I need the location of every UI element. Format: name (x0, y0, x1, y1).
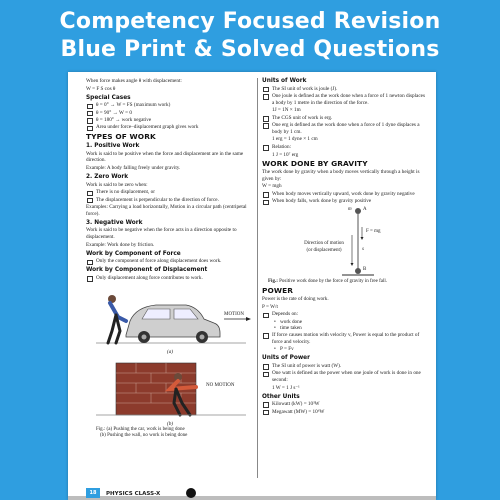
right-column (262, 78, 426, 416)
banner (0, 0, 500, 72)
list-item: If force causes motion with velocity v, Power is equal to the product of force and velocity. (262, 332, 426, 345)
special-cases-list (86, 102, 254, 131)
gravity-list (262, 191, 426, 205)
force-label: F = mg (366, 228, 381, 234)
positive-heading: 1. Positive Work (86, 143, 140, 150)
negative-example: Example: Work done by friction. (86, 241, 155, 248)
power-formula: P = W/t (262, 303, 278, 310)
power-depends-list (262, 311, 426, 318)
positive-text: Work is said to be positive when the force and displacement are in the same direction. (86, 150, 244, 164)
list-item: • P = Fv (274, 346, 426, 353)
list-item: θ = 180° → work negative (86, 117, 254, 124)
units-of-power-list (262, 363, 426, 384)
direction-label-line-2: (or displacement) (306, 247, 342, 253)
intro-formula: W = F S cos θ (86, 85, 116, 92)
figure-caption-2: (b) Pushing the wall, no work is being done (100, 432, 188, 438)
gravity-heading: WORK DONE BY GRAVITY (262, 159, 368, 169)
units-of-work-list-2 (262, 115, 426, 136)
figure-pushing-wall (86, 357, 254, 427)
list-item: When body moves vertically upward, work done by gravity negative (262, 191, 426, 198)
figure-a-tag: (a) (166, 349, 174, 356)
direction-label (298, 241, 350, 254)
relation-formula: 1 J = 10⁷ erg (272, 151, 299, 158)
component-force-heading: Work by Component of Force (86, 250, 181, 257)
point-a-label: A (363, 206, 367, 212)
direction-label-line-1: Direction of motion (304, 240, 344, 246)
relation-list (262, 144, 426, 151)
power-text: Power is the rate of doing work. (262, 296, 329, 303)
other-units-heading: Other Units (262, 393, 300, 400)
list-item: The SI unit of power is watt (W). (262, 363, 426, 370)
units-of-work-heading: Units of Work (262, 78, 307, 84)
gravity-caption (268, 279, 426, 285)
units-of-power-heading: Units of Power (262, 355, 310, 362)
list-item: One joule is defined as the work done when a force of 1 newton displaces a body by 1 metre in the direction of the force. (262, 93, 426, 106)
list-item: Kilowatt (kW) = 10³W (262, 401, 426, 408)
negative-text: Work is said to be negative when the force acts in a direction opposite to displacement. (86, 227, 237, 241)
positive-example: Example: A body falling freely under gravity. (86, 164, 181, 171)
list-item: One erg is defined as the work done when a force of 1 dyne displaces a body by 1 cm. (262, 122, 426, 135)
joule-formula: 1J = 1N × 1m (272, 107, 301, 114)
gravity-caption-prefix: Fig.: (268, 278, 278, 284)
power-velocity-items (274, 346, 426, 353)
list-item: • time taken (274, 325, 426, 332)
banner-line-2: Blue Print & Solved Questions (60, 37, 440, 62)
list-item: The CGS unit of work is erg. (262, 115, 426, 122)
gravity-formula: W = mgh (262, 183, 282, 190)
list-item: When body falls, work done by gravity positive (262, 198, 426, 205)
page-number: 18 (86, 488, 100, 498)
figure-caption-1: Fig.: (a) Pushing the car, work is being done (96, 426, 185, 432)
erg-formula: 1 erg = 1 dyne × 1 cm (272, 136, 318, 143)
list-item: Megawatt (MW) = 10⁶W (262, 409, 426, 416)
list-item: Only the component of force along displacement does work. (86, 258, 254, 265)
watt-formula: 1 W = 1 J s⁻¹ (272, 384, 300, 391)
list-item: Depends on: (262, 311, 426, 318)
list-item: Area under force–displacement graph gives work (86, 124, 254, 131)
types-heading: TYPES OF WORK (86, 132, 156, 142)
zero-heading: 2. Zero Work (86, 174, 129, 181)
list-item: • work done (274, 319, 426, 326)
left-column (86, 78, 254, 439)
units-of-work-list (262, 86, 426, 107)
point-b-label: B (363, 266, 367, 272)
power-heading: POWER (262, 285, 294, 295)
displacement-label: s (362, 246, 364, 252)
special-cases-heading: Special Cases (86, 94, 131, 101)
no-motion-label: NO MOTION (206, 382, 235, 388)
list-item: θ = 90° → W = 0 (86, 110, 254, 117)
list-item: There is no displacement, or (86, 189, 254, 196)
page-footer (68, 486, 436, 500)
column-divider (257, 78, 258, 478)
zero-example: Examples: Carrying a load horizontally, Motion in a circular path (centripetal force). (86, 204, 247, 217)
zero-list (86, 189, 254, 203)
component-force-list (86, 258, 254, 265)
list-item: The displacement is perpendicular to the direction of force. (86, 197, 254, 204)
power-velocity-list (262, 332, 426, 345)
intro-text: When force makes angle θ with displacement: (86, 78, 182, 84)
mass-label: m (348, 206, 352, 212)
gravity-text: The work done by gravity when a body moves vertically through a height is given by: (262, 169, 420, 182)
power-depends-items (274, 319, 426, 332)
zero-text: Work is said to be zero when: (86, 181, 148, 188)
other-units-list (262, 401, 426, 415)
gravity-figure (262, 207, 426, 277)
list-item: Relation: (262, 144, 426, 151)
list-item: The SI unit of work is joule (J). (262, 86, 426, 93)
book-page (68, 72, 436, 500)
list-item: Only displacement along force contributes to work. (86, 275, 254, 282)
figure-pushing-car (86, 285, 254, 355)
motion-label: MOTION (224, 311, 244, 317)
negative-heading: 3. Negative Work (86, 219, 143, 226)
figure-b-tag: (b) (166, 421, 174, 428)
banner-line-1: Competency Focused Revision (59, 9, 441, 34)
component-displacement-list (86, 275, 254, 282)
publisher-logo-icon (186, 488, 196, 498)
footer-title: PHYSICS CLASS-X (106, 491, 161, 497)
list-item: θ = 0° → W = FS (maximum work) (86, 102, 254, 109)
gravity-caption-text: Positive work done by the force of gravity in free fall. (279, 278, 387, 284)
list-item: One watt is defined as the power when one joule of work is done in one second: (262, 370, 426, 383)
component-displacement-heading: Work by Component of Displacement (86, 267, 208, 274)
